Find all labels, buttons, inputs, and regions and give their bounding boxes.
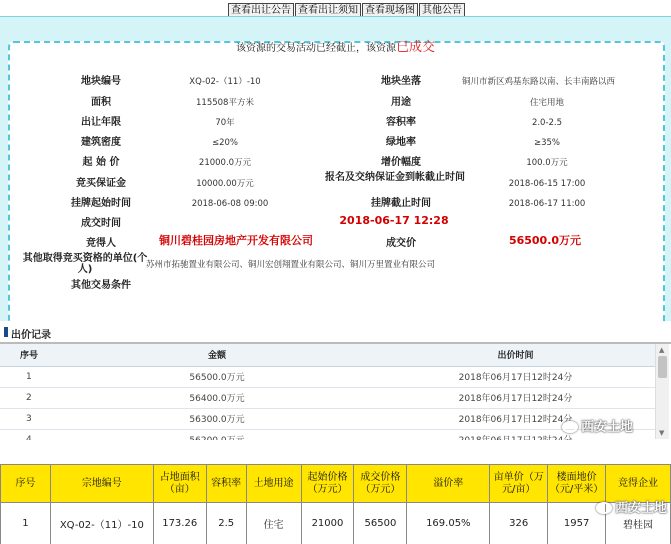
bid-records-table (0, 344, 655, 451)
bid-seq: 2 (0, 387, 58, 408)
sum-parcel: XQ-02-（11）-10 (50, 503, 153, 544)
table-row (0, 366, 655, 387)
sum-col-seq: 序号 (1, 465, 51, 503)
table-row (0, 408, 655, 429)
bid-seq: 3 (0, 408, 58, 429)
sum-col-area: 占地面积（亩） (153, 465, 206, 503)
location-value: 铜川市新区鸡基东路以南、长丰南路以西 (462, 77, 616, 87)
sum-premium: 169.05% (407, 503, 490, 544)
sum-deal-price: 56500 (354, 503, 407, 544)
green-value: ≥35% (533, 138, 560, 148)
view-notice-button[interactable]: 查看出让公告 (228, 3, 294, 18)
listing-end-value: 2018-06-17 11:00 (508, 199, 586, 209)
sum-col-floor-price: 楼面地价（元/平米） (548, 465, 606, 503)
bid-records-header (0, 322, 671, 344)
deal-price-label: 成交价 (386, 238, 416, 249)
bid-time: 2018年06月17日12时24分 (376, 387, 655, 408)
sum-seq: 1 (1, 503, 51, 544)
green-label: 绿地率 (386, 137, 416, 148)
deal-time-value: 2018-06-17 12:28 (339, 214, 449, 227)
parcel-no-label: 地块编号 (81, 76, 121, 87)
section-gap (0, 440, 671, 464)
bid-amount: 56300.0万元 (58, 408, 376, 429)
wechat-logo-icon (596, 502, 612, 514)
bid-amount: 56500.0万元 (58, 366, 376, 387)
sum-mu-price: 326 (490, 503, 548, 544)
density-value: ≤20% (211, 138, 238, 148)
bid-seq: 1 (0, 366, 58, 387)
start-price-value: 21000.0万元 (198, 158, 252, 168)
table-row (0, 387, 655, 408)
deal-status-badge: 已成交 (395, 40, 435, 55)
deal-status-prefix: 该资源的交易活动已经截止，该资源 (235, 43, 396, 54)
listing-end-label: 挂牌截止时间 (371, 198, 431, 209)
view-site-map-button[interactable]: 查看现场图 (362, 3, 418, 18)
deposit-label: 竞买保证金 (76, 178, 126, 189)
start-price-label: 起 始 价 (82, 157, 120, 168)
increment-label: 增价幅度 (381, 157, 421, 168)
summary-table (0, 464, 671, 544)
increment-value: 100.0万元 (526, 158, 568, 168)
sum-col-mu-price: 亩单价（万元/亩） (490, 465, 548, 503)
location-label: 地块坐落 (381, 76, 421, 87)
sum-col-winner: 竞得企业 (606, 465, 671, 503)
sum-col-far: 容积率 (206, 465, 246, 503)
qualified-value: 苏州市拓驰置业有限公司、铜川宏创翔置业有限公司、铜川万里置业有限公司 (146, 260, 436, 270)
col-time-header: 出价时间 (376, 344, 655, 366)
density-label: 建筑密度 (81, 137, 121, 148)
deal-panel (0, 16, 671, 321)
col-amount-header: 金额 (58, 344, 376, 366)
area-value: 115508平方米 (196, 98, 254, 108)
far-value: 2.0-2.5 (531, 118, 563, 128)
bid-time: 2018年06月17日12时24分 (376, 366, 655, 387)
sum-col-use: 土地用途 (246, 465, 301, 503)
use-label: 用途 (391, 97, 411, 108)
section-marker-icon (4, 327, 8, 337)
sum-col-premium: 溢价率 (407, 465, 490, 503)
wechat-logo-icon (562, 421, 578, 433)
sum-col-deal-price: 成交价格（万元） (354, 465, 407, 503)
far-label: 容积率 (386, 117, 416, 128)
view-instructions-button[interactable]: 查看出让须知 (295, 3, 361, 18)
watermark (562, 416, 633, 435)
bid-records-head-row (0, 344, 655, 366)
sum-start-price: 21000 (301, 503, 354, 544)
deal-price-value: 56500.0万元 (508, 234, 582, 247)
scroll-up-icon[interactable]: ▲ (659, 346, 665, 354)
sum-use: 住宅 (246, 503, 301, 544)
sum-far: 2.5 (206, 503, 246, 544)
winner-label: 竞得人 (86, 238, 116, 249)
bid-time: 2018年06月17日12时24分 (376, 408, 655, 429)
other-conditions-label: 其他交易条件 (71, 280, 131, 291)
parcel-no-value: XQ-02-（11）-10 (189, 77, 261, 87)
other-notices-button[interactable]: 其他公告 (419, 3, 465, 18)
sum-col-start-price: 起始价格（万元） (301, 465, 354, 503)
listing-start-value: 2018-06-08 09:00 (191, 199, 269, 209)
bid-amount: 56400.0万元 (58, 387, 376, 408)
bid-records-title: 出价记录 (11, 330, 51, 341)
deal-status-headline (0, 36, 671, 55)
area-label: 面积 (91, 97, 111, 108)
sum-winner: 碧桂园 (606, 503, 671, 544)
winner-value: 铜川碧桂园房地产开发有限公司 (159, 234, 313, 247)
sum-floor-price: 1957 (548, 503, 606, 544)
term-label: 出让年限 (81, 117, 121, 128)
table-row (1, 503, 671, 544)
col-seq-header: 序号 (0, 344, 58, 366)
watermark-text: 西安土地 (615, 501, 668, 516)
scroll-down-icon[interactable]: ▼ (659, 429, 665, 437)
deposit-deadline-value: 2018-06-15 17:00 (508, 179, 586, 189)
bid-records-scrollbar[interactable] (655, 344, 669, 439)
summary-head-row (1, 465, 671, 503)
deposit-value: 10000.00万元 (196, 179, 254, 189)
watermark-text: 西安土地 (581, 420, 634, 435)
deal-time-label: 成交时间 (81, 218, 121, 229)
sum-area: 173.26 (153, 503, 206, 544)
listing-start-label: 挂牌起始时间 (71, 198, 131, 209)
sum-col-parcel: 宗地编号 (50, 465, 153, 503)
watermark (596, 497, 667, 516)
deposit-deadline-label: 报名及交纳保证金到帐截止时间 (325, 172, 465, 183)
use-value: 住宅用地 (529, 98, 564, 108)
term-value: 70年 (215, 118, 235, 128)
scroll-thumb[interactable] (658, 356, 667, 378)
qualified-label: 其他取得竞买资格的单位(个人) (22, 253, 148, 275)
